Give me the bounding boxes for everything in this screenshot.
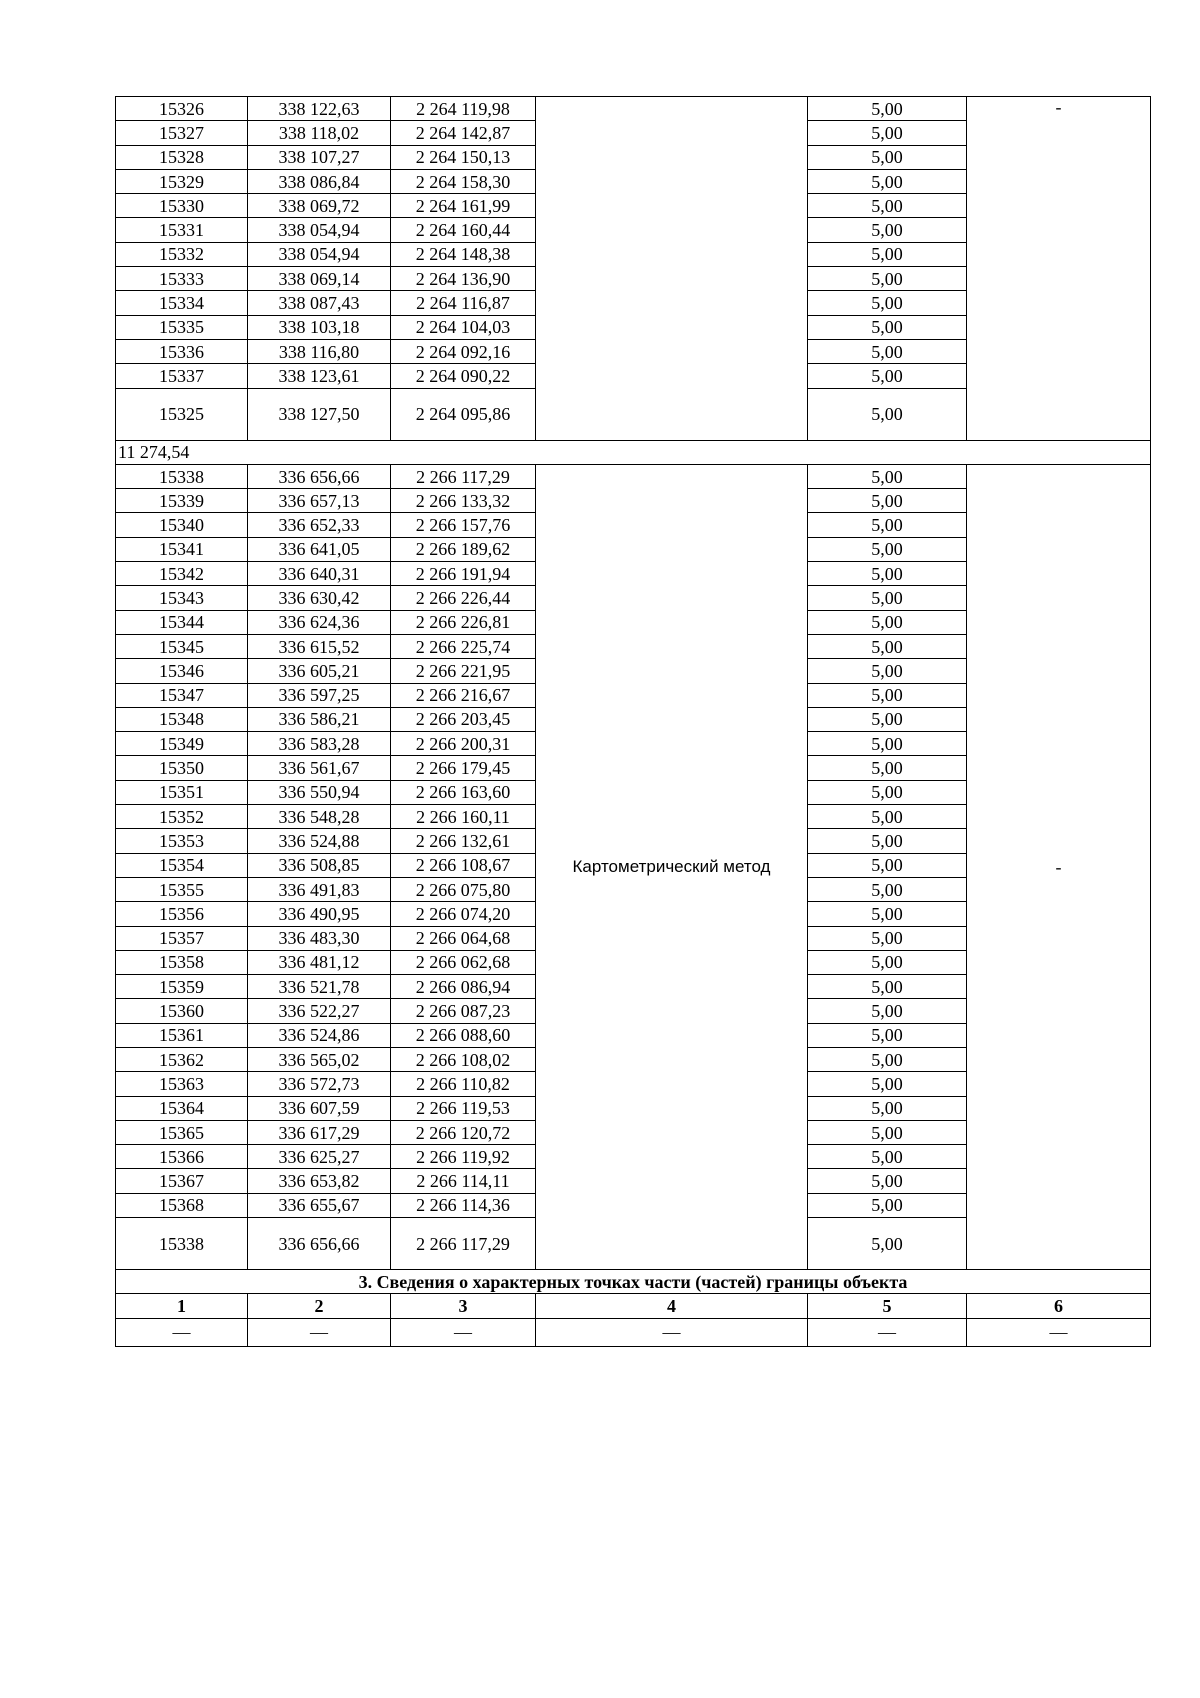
point-number-cell: 15327: [116, 121, 248, 145]
accuracy-cell: 5,00: [808, 562, 967, 586]
x-coordinate-cell: 336 597,25: [248, 683, 391, 707]
accuracy-cell: 5,00: [808, 1096, 967, 1120]
y-coordinate-cell: 2 266 189,62: [391, 537, 536, 561]
y-coordinate-cell: 2 264 104,03: [391, 315, 536, 339]
x-coordinate-cell: 338 127,50: [248, 388, 391, 440]
accuracy-cell: 5,00: [808, 339, 967, 363]
y-coordinate-cell: 2 266 160,11: [391, 805, 536, 829]
point-number-cell: 15329: [116, 169, 248, 193]
x-coordinate-cell: 336 656,66: [248, 1218, 391, 1270]
x-coordinate-cell: 336 624,36: [248, 610, 391, 634]
point-number-cell: 15357: [116, 926, 248, 950]
dash-cell: —: [536, 1318, 808, 1346]
x-coordinate-cell: 336 548,28: [248, 805, 391, 829]
x-coordinate-cell: 336 491,83: [248, 877, 391, 901]
point-number-cell: 15364: [116, 1096, 248, 1120]
point-number-cell: 15330: [116, 194, 248, 218]
x-coordinate-cell: 336 641,05: [248, 537, 391, 561]
accuracy-cell: 5,00: [808, 1047, 967, 1071]
y-coordinate-cell: 2 266 203,45: [391, 707, 536, 731]
y-coordinate-cell: 2 264 142,87: [391, 121, 536, 145]
accuracy-cell: 5,00: [808, 975, 967, 999]
accuracy-cell: 5,00: [808, 829, 967, 853]
accuracy-cell: 5,00: [808, 659, 967, 683]
x-coordinate-cell: 336 657,13: [248, 489, 391, 513]
y-coordinate-cell: 2 264 160,44: [391, 218, 536, 242]
point-number-cell: 15331: [116, 218, 248, 242]
x-coordinate-cell: 336 508,85: [248, 853, 391, 877]
x-coordinate-cell: 336 656,66: [248, 464, 391, 488]
x-coordinate-cell: 336 653,82: [248, 1169, 391, 1193]
y-coordinate-cell: 2 266 119,53: [391, 1096, 536, 1120]
x-coordinate-cell: 338 069,72: [248, 194, 391, 218]
x-coordinate-cell: 338 123,61: [248, 364, 391, 388]
point-number-cell: 15351: [116, 780, 248, 804]
accuracy-cell: 5,00: [808, 388, 967, 440]
y-coordinate-cell: 2 266 132,61: [391, 829, 536, 853]
accuracy-cell: 5,00: [808, 513, 967, 537]
y-coordinate-cell: 2 266 114,11: [391, 1169, 536, 1193]
y-coordinate-cell: 2 266 088,60: [391, 1023, 536, 1047]
accuracy-cell: 5,00: [808, 586, 967, 610]
point-number-cell: 15348: [116, 707, 248, 731]
accuracy-cell: 5,00: [808, 634, 967, 658]
y-coordinate-cell: 2 266 087,23: [391, 999, 536, 1023]
y-coordinate-cell: 2 266 119,92: [391, 1145, 536, 1169]
accuracy-cell: 5,00: [808, 218, 967, 242]
accuracy-cell: 5,00: [808, 464, 967, 488]
y-coordinate-cell: 2 264 136,90: [391, 267, 536, 291]
x-coordinate-cell: 336 524,88: [248, 829, 391, 853]
point-number-cell: 15352: [116, 805, 248, 829]
x-coordinate-cell: 336 640,31: [248, 562, 391, 586]
accuracy-cell: 5,00: [808, 291, 967, 315]
accuracy-cell: 5,00: [808, 1023, 967, 1047]
y-coordinate-cell: 2 264 116,87: [391, 291, 536, 315]
table-row: [116, 97, 1151, 121]
x-coordinate-cell: 336 524,86: [248, 1023, 391, 1047]
accuracy-cell: 5,00: [808, 169, 967, 193]
point-number-cell: 15359: [116, 975, 248, 999]
point-number-cell: 15335: [116, 315, 248, 339]
accuracy-cell: 5,00: [808, 121, 967, 145]
x-coordinate-cell: 336 655,67: [248, 1193, 391, 1217]
x-coordinate-cell: 336 586,21: [248, 707, 391, 731]
y-coordinate-cell: 2 266 117,29: [391, 464, 536, 488]
empty-data-row: [116, 1318, 1151, 1346]
point-number-cell: 15349: [116, 732, 248, 756]
y-coordinate-cell: 2 264 092,16: [391, 339, 536, 363]
method-cell: [536, 97, 808, 441]
y-coordinate-cell: 2 266 133,32: [391, 489, 536, 513]
column-number-cell: 6: [967, 1294, 1151, 1318]
column-number-cell: 3: [391, 1294, 536, 1318]
accuracy-cell: 5,00: [808, 364, 967, 388]
y-coordinate-cell: 2 264 090,22: [391, 364, 536, 388]
accuracy-cell: 5,00: [808, 926, 967, 950]
column-number-cell: 5: [808, 1294, 967, 1318]
point-number-cell: 15338: [116, 1218, 248, 1270]
y-coordinate-cell: 2 266 114,36: [391, 1193, 536, 1217]
accuracy-cell: 5,00: [808, 756, 967, 780]
point-number-cell: 15368: [116, 1193, 248, 1217]
x-coordinate-cell: 336 572,73: [248, 1072, 391, 1096]
note-cell: -: [967, 464, 1151, 1269]
point-number-cell: 15337: [116, 364, 248, 388]
x-coordinate-cell: 336 490,95: [248, 902, 391, 926]
accuracy-cell: 5,00: [808, 1145, 967, 1169]
y-coordinate-cell: 2 264 148,38: [391, 242, 536, 266]
note-cell: -: [967, 97, 1151, 441]
accuracy-cell: 5,00: [808, 1120, 967, 1144]
x-coordinate-cell: 338 118,02: [248, 121, 391, 145]
y-coordinate-cell: 2 264 161,99: [391, 194, 536, 218]
y-coordinate-cell: 2 266 120,72: [391, 1120, 536, 1144]
point-number-cell: 15328: [116, 145, 248, 169]
point-number-cell: 15338: [116, 464, 248, 488]
y-coordinate-cell: 2 266 110,82: [391, 1072, 536, 1096]
y-coordinate-cell: 2 266 221,95: [391, 659, 536, 683]
x-coordinate-cell: 338 103,18: [248, 315, 391, 339]
y-coordinate-cell: 2 266 216,67: [391, 683, 536, 707]
x-coordinate-cell: 338 122,63: [248, 97, 391, 121]
y-coordinate-cell: 2 266 074,20: [391, 902, 536, 926]
accuracy-cell: 5,00: [808, 950, 967, 974]
x-coordinate-cell: 336 607,59: [248, 1096, 391, 1120]
y-coordinate-cell: 2 266 226,44: [391, 586, 536, 610]
y-coordinate-cell: 2 266 225,74: [391, 634, 536, 658]
accuracy-cell: 5,00: [808, 537, 967, 561]
table-row: [116, 464, 1151, 488]
point-number-cell: 15356: [116, 902, 248, 926]
y-coordinate-cell: 2 266 108,02: [391, 1047, 536, 1071]
point-number-cell: 15346: [116, 659, 248, 683]
x-coordinate-cell: 336 481,12: [248, 950, 391, 974]
accuracy-cell: 5,00: [808, 1218, 967, 1270]
column-number-cell: 4: [536, 1294, 808, 1318]
x-coordinate-cell: 338 086,84: [248, 169, 391, 193]
x-coordinate-cell: 336 550,94: [248, 780, 391, 804]
y-coordinate-cell: 2 266 191,94: [391, 562, 536, 586]
dash-cell: —: [967, 1318, 1151, 1346]
y-coordinate-cell: 2 266 108,67: [391, 853, 536, 877]
section-title-row: [116, 1270, 1151, 1294]
point-number-cell: 15341: [116, 537, 248, 561]
point-number-cell: 15334: [116, 291, 248, 315]
point-number-cell: 15363: [116, 1072, 248, 1096]
dash-cell: —: [116, 1318, 248, 1346]
point-number-cell: 15360: [116, 999, 248, 1023]
x-coordinate-cell: 336 583,28: [248, 732, 391, 756]
point-number-cell: 15325: [116, 388, 248, 440]
point-number-cell: 15350: [116, 756, 248, 780]
accuracy-cell: 5,00: [808, 267, 967, 291]
accuracy-cell: 5,00: [808, 315, 967, 339]
accuracy-cell: 5,00: [808, 877, 967, 901]
y-coordinate-cell: 2 266 226,81: [391, 610, 536, 634]
point-number-cell: 15345: [116, 634, 248, 658]
point-number-cell: 15366: [116, 1145, 248, 1169]
accuracy-cell: 5,00: [808, 683, 967, 707]
y-coordinate-cell: 2 266 200,31: [391, 732, 536, 756]
y-coordinate-cell: 2 266 179,45: [391, 756, 536, 780]
point-number-cell: 15332: [116, 242, 248, 266]
x-coordinate-cell: 336 605,21: [248, 659, 391, 683]
column-number-cell: 1: [116, 1294, 248, 1318]
point-number-cell: 15355: [116, 877, 248, 901]
accuracy-cell: 5,00: [808, 1193, 967, 1217]
y-coordinate-cell: 2 266 064,68: [391, 926, 536, 950]
x-coordinate-cell: 338 054,94: [248, 218, 391, 242]
x-coordinate-cell: 336 483,30: [248, 926, 391, 950]
x-coordinate-cell: 336 565,02: [248, 1047, 391, 1071]
dash-cell: —: [808, 1318, 967, 1346]
point-number-cell: 15347: [116, 683, 248, 707]
section-title: 3. Сведения о характерных точках части (частей) границы объекта: [116, 1270, 1151, 1294]
x-coordinate-cell: 338 107,27: [248, 145, 391, 169]
accuracy-cell: 5,00: [808, 902, 967, 926]
point-number-cell: 15339: [116, 489, 248, 513]
point-number-cell: 15365: [116, 1120, 248, 1144]
method-cell: Картометрический метод: [536, 464, 808, 1269]
boundary-points-table: [115, 96, 1151, 1347]
y-coordinate-cell: 2 266 157,76: [391, 513, 536, 537]
table-body: [116, 97, 1151, 1347]
x-coordinate-cell: 338 087,43: [248, 291, 391, 315]
accuracy-cell: 5,00: [808, 853, 967, 877]
accuracy-cell: 5,00: [808, 999, 967, 1023]
accuracy-cell: 5,00: [808, 707, 967, 731]
x-coordinate-cell: 336 617,29: [248, 1120, 391, 1144]
point-number-cell: 15336: [116, 339, 248, 363]
x-coordinate-cell: 336 652,33: [248, 513, 391, 537]
x-coordinate-cell: 336 625,27: [248, 1145, 391, 1169]
accuracy-cell: 5,00: [808, 780, 967, 804]
column-number-row: [116, 1294, 1151, 1318]
accuracy-cell: 5,00: [808, 489, 967, 513]
y-coordinate-cell: 2 266 062,68: [391, 950, 536, 974]
point-number-cell: 15340: [116, 513, 248, 537]
y-coordinate-cell: 2 266 075,80: [391, 877, 536, 901]
x-coordinate-cell: 336 615,52: [248, 634, 391, 658]
accuracy-cell: 5,00: [808, 194, 967, 218]
point-number-cell: 15361: [116, 1023, 248, 1047]
accuracy-cell: 5,00: [808, 805, 967, 829]
y-coordinate-cell: 2 264 158,30: [391, 169, 536, 193]
point-number-cell: 15344: [116, 610, 248, 634]
point-number-cell: 15354: [116, 853, 248, 877]
accuracy-cell: 5,00: [808, 1072, 967, 1096]
x-coordinate-cell: 336 521,78: [248, 975, 391, 999]
y-coordinate-cell: 2 266 163,60: [391, 780, 536, 804]
point-number-cell: 15333: [116, 267, 248, 291]
accuracy-cell: 5,00: [808, 732, 967, 756]
point-number-cell: 15353: [116, 829, 248, 853]
column-number-cell: 2: [248, 1294, 391, 1318]
accuracy-cell: 5,00: [808, 97, 967, 121]
area-row: [116, 440, 1151, 464]
y-coordinate-cell: 2 264 119,98: [391, 97, 536, 121]
point-number-cell: 15342: [116, 562, 248, 586]
x-coordinate-cell: 338 069,14: [248, 267, 391, 291]
point-number-cell: 15358: [116, 950, 248, 974]
area-label: 11 274,54: [116, 440, 1151, 464]
y-coordinate-cell: 2 264 150,13: [391, 145, 536, 169]
dash-cell: —: [391, 1318, 536, 1346]
point-number-cell: 15367: [116, 1169, 248, 1193]
x-coordinate-cell: 336 561,67: [248, 756, 391, 780]
accuracy-cell: 5,00: [808, 1169, 967, 1193]
y-coordinate-cell: 2 264 095,86: [391, 388, 536, 440]
y-coordinate-cell: 2 266 117,29: [391, 1218, 536, 1270]
point-number-cell: 15326: [116, 97, 248, 121]
y-coordinate-cell: 2 266 086,94: [391, 975, 536, 999]
x-coordinate-cell: 336 522,27: [248, 999, 391, 1023]
dash-cell: —: [248, 1318, 391, 1346]
x-coordinate-cell: 338 054,94: [248, 242, 391, 266]
x-coordinate-cell: 338 116,80: [248, 339, 391, 363]
point-number-cell: 15343: [116, 586, 248, 610]
accuracy-cell: 5,00: [808, 242, 967, 266]
accuracy-cell: 5,00: [808, 145, 967, 169]
point-number-cell: 15362: [116, 1047, 248, 1071]
x-coordinate-cell: 336 630,42: [248, 586, 391, 610]
accuracy-cell: 5,00: [808, 610, 967, 634]
